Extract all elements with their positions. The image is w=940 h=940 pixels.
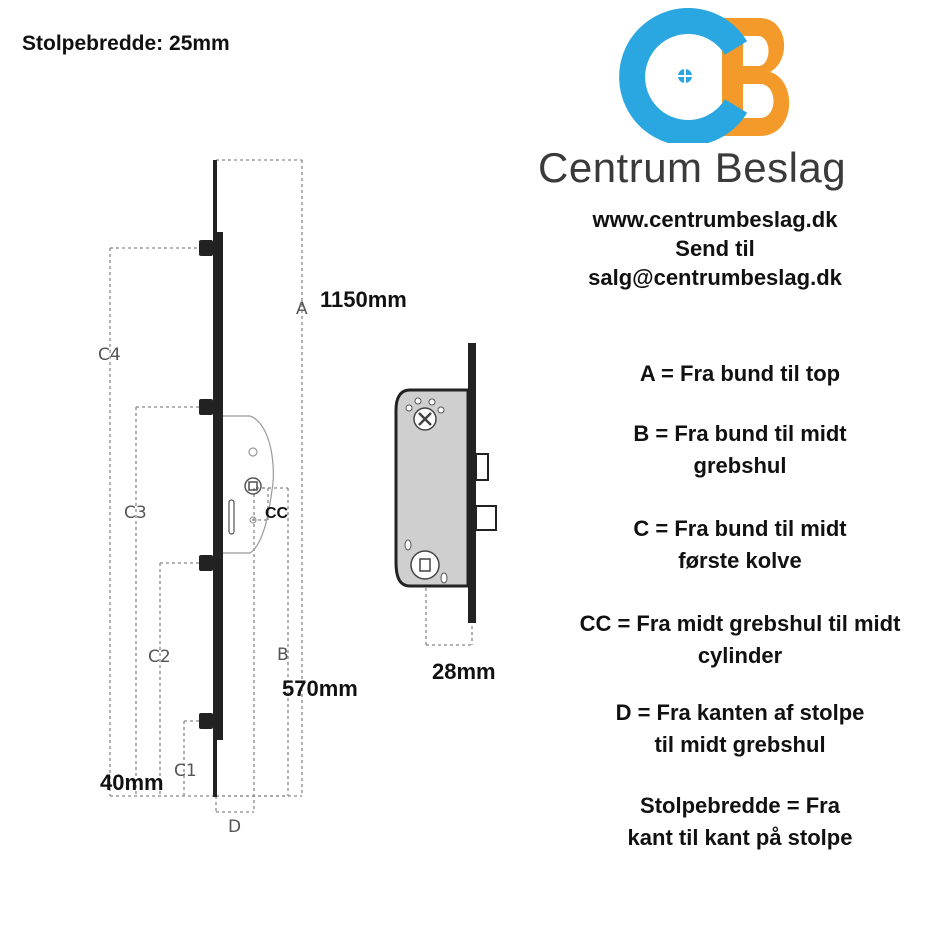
legend-d-line-1: D = Fra kanten af stolpe [615,700,865,725]
legend-a [540,358,940,390]
legend-stolpebredde-line-1: Stolpebredde = Fra [640,793,840,818]
legend-d [540,697,940,761]
legend-a-line: A = Fra bund til top [639,361,841,386]
lock-case-outline [223,416,273,553]
legend-c-line-2: første kolve [678,548,802,573]
measure-cc-label: CC [265,505,289,522]
measure-d-value: 28mm [432,659,496,684]
measure-a-value: 1150mm [320,287,407,312]
dim-label-c4: C4 [98,345,121,365]
dim-label-b: B [277,645,289,665]
spindle-square [249,482,257,490]
legend-cc [540,608,940,672]
legend-d-line-2: til midt grebshul [654,732,826,757]
legend-cc-line-2: cylinder [697,643,783,668]
legend-c-line-1: C = Fra bund til midt [633,516,847,541]
dim-label-d: D [228,817,242,837]
legend-b [540,418,940,482]
legend-b-line-1: B = Fra bund til midt [633,421,847,446]
email-link[interactable]: salg@centrumbeslag.dk [588,265,842,290]
legend-c [540,513,940,577]
bolt-c3 [199,399,213,415]
dim-label-c1: C1 [174,761,197,781]
legend-cc-line-1: CC = Fra midt grebshul til midt [579,611,901,636]
front-view-lock-case [396,343,496,623]
stolpebredde-heading: Stolpebredde: 25mm [22,32,230,55]
legend-stolpebredde [540,790,940,854]
bolt-c2 [199,555,213,571]
dim-label-c3: C3 [124,503,147,523]
website-link[interactable]: www.centrumbeslag.dk [592,207,838,232]
dim-label-c2: C2 [148,647,171,667]
faceplate [213,160,223,797]
bolt-c1 [199,713,213,729]
bolt-c4 [199,240,213,256]
dim-label-a: A [296,299,308,319]
brand-name: Centrum Beslag [538,144,847,191]
legend-b-line-2: grebshul [693,453,787,478]
measure-b-value: 570mm [282,676,358,701]
bolt-group [199,240,213,729]
measure-c1-value: 40mm [100,770,164,795]
send-to-text: Send til [675,236,755,261]
legend-stolpebredde-line-2: kant til kant på stolpe [627,825,853,850]
